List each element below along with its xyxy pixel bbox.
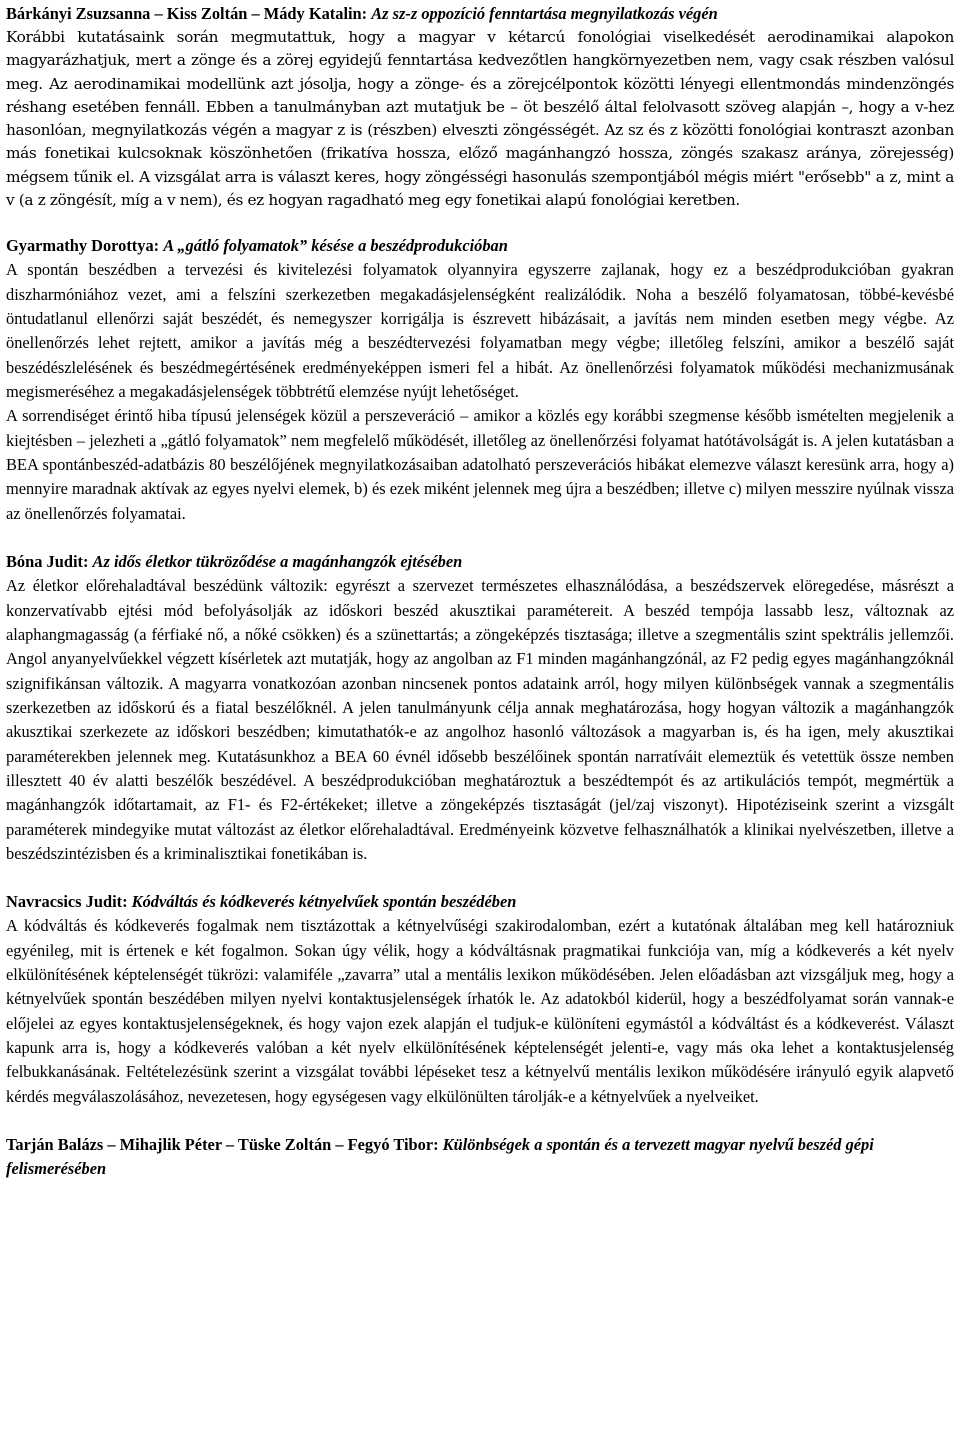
author-names: Bóna Judit: — [6, 552, 89, 572]
abstract-paragraph: Az életkor előrehaladtával beszédünk változik: egyrészt a szervezet természetes elhasználódása, a beszédszervek elöregedése, másrészt a konzervatívabb ejtési mód befolyásolják az időskori beszéd akusztikai paramétereit. A beszéd tempója lassabb lesz, változnak az alaphangmagasság (a férfiaké nő, a nőké csökken) és a szünettartás; a zöngeképzés tisztasága; illetve a szegmentális szint spektrális jellemzői. Angol anyanyelvűekkel végzett kísérletek azt mutatják, hogy az angolban az F1 minden magánhangzónál, az F2 pedig egyes magánhangzóknál szignifikánsan változik. A magyarra vonatkozóan azonban nincsenek pontos adataink arról, hogy milyen különbségek vannak a szegmentális szerkezetben az időskorú és a fiatal beszélőknél. A jelen tanulmányunk célja annak meghatározása, hogy hogyan változik a magánhangzók akusztikai szerkezete az időskori beszédben; kimutathatók-e az angolhoz hasonló változások a magyarban is, és ha igen, mely akusztikai paraméterekben jelennek meg. Kutatásunkhoz a BEA 60 évnél idősebb beszélőinek spontán narratíváit elemeztük és vetettük össze nemben illesztett 40 év alatti beszélők beszédével. A beszédprodukcióban meghatároztuk a beszédtempót és az artikulációs tempót, megmértük a magánhangzók időtartamait, az F1- és F2-értékeket; illetve a zöngeképzés tisztaságát (jel/zaj viszonyt). Hipotéziseink szerint a vizsgált paraméterek mindegyike mutat változást az életkor előrehaladtával. Eredményeink közvetve felhasználhatók a klinikai nyelvészetben, illetve a beszédszintézisben és a kriminalisztikai fonetikában is. — [6, 576, 954, 863]
abstract-title: Kódváltás és kódkeverés kétnyelvűek spontán beszédében — [131, 892, 517, 912]
abstract-section — [6, 890, 954, 1109]
author-names: Tarján Balázs – Mihajlik Péter – Tüske Zoltán – Fegyó Tibor: — [6, 1135, 439, 1155]
abstract-heading — [6, 890, 954, 914]
author-names: Navracsics Judit: — [6, 892, 128, 912]
author-names: Gyarmathy Dorottya: — [6, 236, 160, 256]
abstract-section — [6, 2, 954, 212]
abstract-heading — [6, 2, 954, 26]
abstract-title: Az idős életkor tükröződése a magánhangzók ejtésében — [92, 552, 463, 572]
abstract-section — [6, 550, 954, 866]
abstract-heading — [6, 234, 954, 258]
abstract-paragraph: A kódváltás és kódkeverés fogalmak nem tisztázottak a kétnyelvűségi szakirodalomban, ezért a kutatónak általában meg kell határozniuk egyénileg, mit is értenek e két fogalmon. Sokan úgy vélik, hogy a kódváltásnak pragmatikai funkciója van, míg a kódkeverés a két nyelv elkülönítésének képtelenségét tükrözi: valamiféle „zavarra” utal a mentális lexikon működésében. Jelen előadásban azt vizsgáljuk meg, hogy a kétnyelvűek spontán beszédében milyen nyelvi kontaktusjelenségek írhatók le. Az adatokból kiderül, hogy a beszédfolyamat során vannak-e előjelei az egyes kontaktusjelenségeknek, és hogy vajon ezek alapján el tudjuk-e különíteni egymástól a kódváltást és a kódkeverést. Választ kapunk arra is, hogy a kódkeverés valóban a két nyelv elkülönítésének képtelenségét jelenti-e, vagy más oka lehet a kontaktusjelenség felbukkanásának. Feltételezésünk szerint a vizsgálat további lépéseket tesz a kétnyelvű mentális lexikon működésére irányuló egyik alapvető kérdés megválaszolásához, nevezetesen, hogy egységesen vagy elkülönülten tárolják-e a kétnyelvűek a nyelveiket. — [6, 916, 954, 1106]
abstract-paragraph: A spontán beszédben a tervezési és kivitelezési folyamatok olyannyira egyszerre zajlanak, hogy ez a beszédprodukcióban gyakran diszharmóniához vezet, ami a felszíni szerkezetben megakadásjelenségként realizálódik. Noha a beszélő folyamatosan, többé-kevésbé öntudatlanul ellenőrzi saját beszédét, és nemegyszer korrigálja is észrevett hibázásait, a javítás nem minden esetben megy végbe. Az önellenőrzés lehet rejtett, amikor a javítás még a beszédtervezési folyamatban megy végbe; illetőleg felszíni, amikor a beszélő saját beszédészlelésének és beszédmegértésének eredményeképpen ismeri fel a hibát. Az önellenőrzési folyamatok működési mechanizmusának megismeréséhez a megakadásjelenségek többtrétű elemzése nyújt lehetőséget. — [6, 260, 954, 402]
abstract-paragraph: A sorrendiséget érintő hiba típusú jelenségek közül a perszeveráció – amikor a közlés egy korábbi szegmense később ismételten megjelenik a kiejtésben – jelezheti a „gátló folyamatok” nem megfelelő működését, illetőleg az önellenőrzési folyamat hatótávolságát is. A jelen kutatásban a BEA spontánbeszéd-adatbázis 80 beszélőjének megnyilatkozásaiban adatolható perszeverációs hibákat elemezve választ keresünk arra, hogy a) mennyire maradnak aktívak az egyes nyelvi elemek, b) és ezek miként jelennek meg újra a beszédben; illetve c) milyen messzire nyúlnak vissza az önellenőrzés folyamatai. — [6, 406, 954, 523]
abstract-heading — [6, 550, 954, 574]
abstract-section — [6, 1133, 954, 1181]
abstract-section — [6, 234, 954, 526]
abstract-title: Az sz-z oppozíció fenntartása megnyilatkozás végén — [371, 4, 718, 23]
author-names: Bárkányi Zsuzsanna – Kiss Zoltán – Mády Katalin: — [6, 4, 368, 23]
abstract-heading — [6, 1133, 954, 1181]
abstract-paragraph: Korábbi kutatásaink során megmutattuk, hogy a magyar v kétarcú fonológiai viselkedését aerodinamikai alapokon magyarázhatjuk, mert a zönge és a zörej egyidejű fenntartása kedvezőtlen hangkörnyezetben nem, vagy csak részben valósul meg. Az aerodinamikai modellünk azt jósolja, hogy a zönge- és a zörejcélpontok közötti lényegi ellentmondás mindenzöngés réshang esetében fennáll. Ebben a tanulmányban azt mutatjuk be – öt beszélő által felolvasott szöveg alapján –, hogy a v-hez hasonlóan, megnyilatkozás végén a magyar z is (részben) elveszti zöngésségét. Az sz és z közötti fonológiai kontraszt azonban más fonetikai kulcsoknak köszönhetően (frikatíva hossza, előző magánhangzó hossza, zöngés szakasz aránya, zörejesség) mégsem tűnik el. A vizsgálat arra is választ keres, hogy zöngésségi hasonulás szempontjából mégis miért "erősebb" a z, mint a v (a z zöngésít, míg a v nem), és ez hogyan ragadható meg egy fonetikai alapú fonológiai keretben. — [6, 28, 954, 210]
abstract-title: Különbségek a spontán és a tervezett magyar nyelvű beszéd gépi felismerésében — [6, 1135, 874, 1179]
abstract-title: A „gátló folyamatok” késése a beszédprodukcióban — [163, 236, 508, 256]
